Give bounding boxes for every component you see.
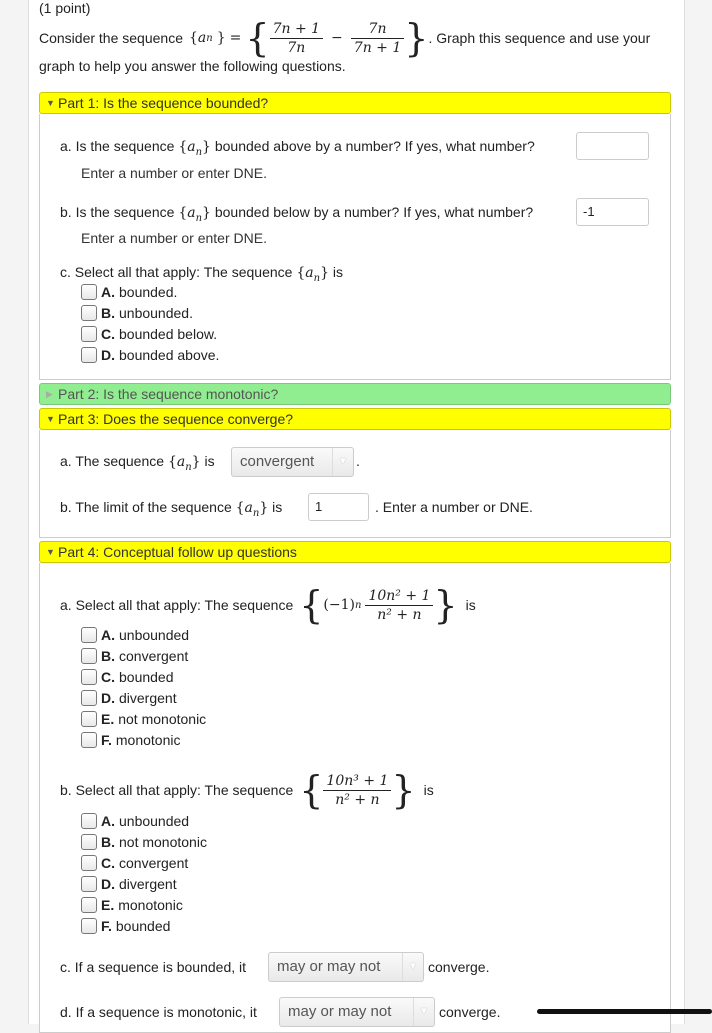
- checkbox-icon[interactable]: [81, 813, 97, 829]
- triangle-down-icon: ▼: [46, 98, 55, 108]
- checkbox-icon[interactable]: [81, 834, 97, 850]
- part3-question-b: b. The limit of the sequence $\{a_n\}$ is: [60, 499, 283, 519]
- checkbox-option-4b-c[interactable]: C. convergent: [81, 853, 188, 873]
- upper-bound-input[interactable]: [576, 132, 649, 160]
- part4-question-c: c. If a sequence is bounded, it: [60, 959, 247, 975]
- seq-symbol: a: [197, 30, 207, 46]
- fraction-1: $\frac{7n + 1}{7n}$: [270, 20, 323, 57]
- part-2-header[interactable]: ▶ Part 2: Is the sequence monotonic?: [39, 383, 671, 405]
- part-1-header[interactable]: ▼ Part 1: Is the sequence bounded?: [39, 92, 671, 114]
- checkbox-option-4a-d[interactable]: D. divergent: [81, 688, 177, 708]
- checkbox-option-1c[interactable]: C. bounded below.: [81, 324, 217, 344]
- part-3-header[interactable]: ▼ Part 3: Does the sequence converge?: [39, 408, 671, 430]
- bounded-converge-select[interactable]: may or may not ▼: [268, 952, 424, 982]
- horizontal-scrollbar[interactable]: [537, 1009, 712, 1014]
- checkbox-option-1a[interactable]: A. bounded.: [81, 282, 177, 302]
- points-label: (1 point): [39, 0, 91, 16]
- part1-question-c: c. Select all that apply: The sequence $\{a_n\}$ is: [60, 264, 344, 284]
- part-4-header[interactable]: ▼ Part 4: Conceptual follow up questions: [39, 541, 671, 563]
- triangle-down-icon: ▼: [46, 414, 55, 424]
- checkbox-option-4a-e[interactable]: E. not monotonic: [81, 709, 206, 729]
- checkbox-icon[interactable]: [81, 732, 97, 748]
- caret-down-icon: ▼: [413, 998, 434, 1026]
- fraction-2: $\frac{7n}{7n + 1}$: [351, 20, 404, 57]
- checkbox-option-4a-f[interactable]: F. monotonic: [81, 730, 180, 750]
- checkbox-option-4b-f[interactable]: F. bounded: [81, 916, 170, 936]
- caret-down-icon: ▼: [332, 448, 353, 476]
- part-3-body: [39, 430, 671, 538]
- checkbox-option-4a-a[interactable]: A. unbounded: [81, 625, 189, 645]
- lower-bound-input[interactable]: -1: [576, 198, 649, 226]
- part4-question-d: d. If a sequence is monotonic, it: [60, 1004, 257, 1020]
- part4-question-c-end: converge.: [428, 959, 490, 975]
- caret-down-icon: ▼: [402, 953, 423, 981]
- checkbox-icon[interactable]: [81, 305, 97, 321]
- intro-post: . Graph this sequence and use your: [428, 30, 651, 46]
- checkbox-icon[interactable]: [81, 347, 97, 363]
- part3-question-a: a. The sequence $\{a_n\}$ is: [60, 453, 215, 473]
- checkbox-option-4b-e[interactable]: E. monotonic: [81, 895, 183, 915]
- checkbox-option-1d[interactable]: D. bounded above.: [81, 345, 219, 365]
- part1-question-b: b. Is the sequence $\{a_n\}$ bounded below by a number? If yes, what number?: [60, 204, 534, 224]
- checkbox-icon[interactable]: [81, 876, 97, 892]
- checkbox-option-4b-d[interactable]: D. divergent: [81, 874, 177, 894]
- checkbox-icon[interactable]: [81, 648, 97, 664]
- part3-period: .: [356, 453, 360, 469]
- checkbox-icon[interactable]: [81, 284, 97, 300]
- checkbox-option-4b-b[interactable]: B. not monotonic: [81, 832, 207, 852]
- fraction-4b: $\frac{\text{10n³ + 1}}{\text{n² + n}}$: [323, 772, 391, 809]
- fraction-4a: $\frac{\text{10n² + 1}}{\text{n² + n}}$: [365, 587, 433, 624]
- part3-hint-b: . Enter a number or DNE.: [375, 499, 533, 515]
- monotonic-converge-select[interactable]: may or may not ▼: [279, 997, 435, 1027]
- part-1-body: [39, 114, 671, 380]
- limit-input[interactable]: 1: [308, 493, 369, 521]
- checkbox-option-4b-a[interactable]: A. unbounded: [81, 811, 189, 831]
- triangle-down-icon: ▼: [46, 547, 55, 557]
- checkbox-option-4a-c[interactable]: C. bounded: [81, 667, 174, 687]
- checkbox-icon[interactable]: [81, 855, 97, 871]
- part1-question-a: a. Is the sequence $\{a_n\}$ bounded above by a number? If yes, what number?: [60, 138, 535, 158]
- triangle-right-icon: ▶: [46, 389, 53, 399]
- checkbox-icon[interactable]: [81, 326, 97, 342]
- checkbox-icon[interactable]: [81, 918, 97, 934]
- checkbox-option-4a-b[interactable]: B. convergent: [81, 646, 188, 666]
- part4-question-a: a. Select all that apply: The sequence { (−1) n $\frac{\text{10n² + 1}}{\text{n² + n}}$ } is: [60, 583, 476, 627]
- part4-question-d-end: converge.: [439, 1004, 501, 1020]
- part1-hint-a: Enter a number or enter DNE.: [81, 165, 267, 181]
- intro-line: Consider the sequence { a n } = { $\frac{7n + 1}{7n}$ − $\frac{7n}{7n + 1}$ } . Graph this sequence and use your: [39, 16, 651, 60]
- part1-hint-b: Enter a number or enter DNE.: [81, 230, 267, 246]
- intro-line-2: graph to help you answer the following questions.: [39, 58, 346, 74]
- checkbox-option-1b[interactable]: B. unbounded.: [81, 303, 193, 323]
- checkbox-icon[interactable]: [81, 690, 97, 706]
- checkbox-icon[interactable]: [81, 897, 97, 913]
- checkbox-icon[interactable]: [81, 669, 97, 685]
- intro-pre: Consider the sequence: [39, 30, 183, 46]
- part4-question-b: b. Select all that apply: The sequence { $\frac{\text{10n³ + 1}}{\text{n² + n}}$ } is: [60, 768, 434, 812]
- part-4-body: [39, 563, 671, 1033]
- checkbox-icon[interactable]: [81, 711, 97, 727]
- problem-page: [28, 0, 685, 1024]
- convergence-select[interactable]: convergent ▼: [231, 447, 354, 477]
- checkbox-icon[interactable]: [81, 627, 97, 643]
